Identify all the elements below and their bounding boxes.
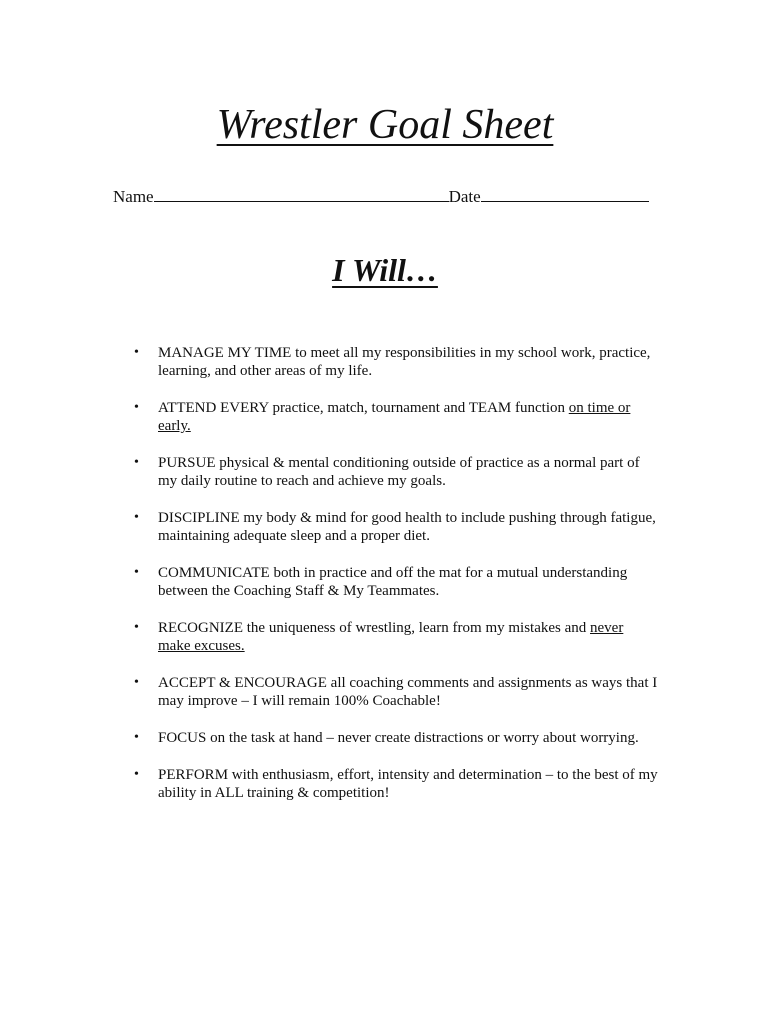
bullet-icon: •: [134, 345, 139, 360]
goal-item: [0, 509, 658, 545]
section-heading: I Will…: [332, 252, 438, 288]
date-label: Date: [448, 187, 481, 206]
bullet-icon: •: [134, 510, 139, 525]
goal-item: [0, 344, 658, 380]
goal-item: [0, 454, 658, 490]
goal-text: the uniqueness of wrestling, learn from my mistakes and: [243, 620, 591, 636]
goal-text: both in practice and off the mat for a mutual understanding between the Coaching Staff & My Teammates.: [158, 565, 628, 599]
goal-item: [0, 564, 658, 600]
name-date-row: [113, 186, 649, 208]
goal-keyword: ATTEND EVERY: [158, 400, 269, 416]
bullet-icon: •: [134, 620, 139, 635]
bullet-icon: •: [134, 730, 139, 745]
goal-text: on the task at hand – never create distractions or worry about worrying.: [206, 730, 639, 746]
bullet-icon: •: [134, 565, 139, 580]
goal-keyword: ACCEPT & ENCOURAGE: [158, 675, 327, 691]
name-field[interactable]: [154, 186, 449, 202]
goal-item: [0, 619, 658, 655]
bullet-icon: •: [134, 400, 139, 415]
goal-item: [0, 674, 658, 710]
goal-text: all coaching comments and assignments as ways that I may improve – I will remain 100% Coachable!: [158, 675, 658, 709]
goal-keyword: RECOGNIZE: [158, 620, 243, 636]
bullet-icon: •: [134, 675, 139, 690]
bullet-icon: •: [134, 455, 139, 470]
page-title: Wrestler Goal Sheet: [216, 102, 554, 148]
goal-keyword: PURSUE: [158, 455, 216, 471]
goal-item: [0, 766, 658, 802]
goal-text: physical & mental conditioning outside of practice as a normal part of my daily routine to reach and achieve my goals.: [158, 455, 640, 489]
date-field[interactable]: [481, 186, 649, 202]
goal-text: my body & mind for good health to include pushing through fatigue, maintaining adequate sleep and a proper diet.: [158, 510, 656, 544]
goals-list: [0, 344, 770, 821]
goal-underlined-text: on time or early.: [158, 400, 631, 434]
name-label: Name: [113, 187, 154, 206]
goal-keyword: COMMUNICATE: [158, 565, 270, 581]
goal-keyword: FOCUS: [158, 730, 207, 746]
goal-text: to meet all my responsibilities in my school work, practice, learning, and other areas of my life.: [158, 345, 651, 379]
goal-text: with enthusiasm, effort, intensity and determination – to the best of my ability in ALL training & competition!: [158, 767, 658, 801]
goal-text: practice, match, tournament and TEAM function: [268, 400, 569, 416]
goal-item: [0, 399, 658, 435]
goal-keyword: MANAGE MY TIME: [158, 345, 292, 361]
goal-keyword: PERFORM: [158, 767, 229, 783]
goal-keyword: DISCIPLINE: [158, 510, 240, 526]
goal-item: [0, 729, 658, 747]
goal-underlined-text: never make excuses.: [158, 620, 624, 654]
bullet-icon: •: [134, 767, 139, 782]
